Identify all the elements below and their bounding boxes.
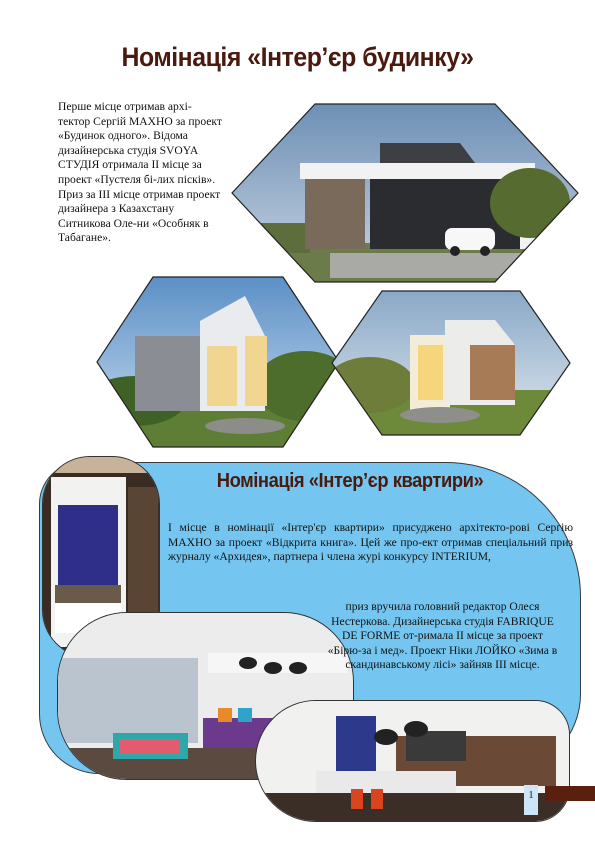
page-number: 1 [524, 785, 538, 815]
apartment-nomination-text-part2: приз вручила головний редактор Олеся Нестеркова. Дизайнерська студія FABRIQUE DE FORME от-римала II місце за проект «Бірю-за і мед». Проект Ніки ЛОЙКО «Зима в скандинавському лісі» зайняв III місце. [327, 600, 558, 672]
house-nomination-title: Номінація «Інтер’єр будинку» [121, 42, 474, 72]
apartment-nomination-title: Номінація «Інтер’єр квартири» [216, 470, 484, 492]
kitchen-photo [255, 700, 570, 822]
house-photo-hexagon-large [230, 103, 580, 283]
page-accent-bar [545, 786, 595, 801]
house-nomination-text: Перше місце отримав архі-тектор Сергій МАХНО за проект «Будинок одного». Відома дизайнерська студія SVOYA СТУДІЯ отримала II місце за проект «Пустеля бі-лих пісків». Приз за III місце отримав проект дизайнера з Казахстану Ситникова Оле-ни «Особняк в Табагане». [58, 100, 222, 245]
apartment-nomination-text-part1: І місце в номінації «Інтер'єр квартири» присуджено архітекто-рові Сергію МАХНО за проект «Відкрита книга». Цей же про-ект отримав спеціальний приз журналу «Архидея», партнера і члена журі конкурсу INTERIUM, [168, 521, 573, 564]
house-photo-hexagon-right [330, 290, 572, 436]
house-photo-hexagon-left [95, 276, 341, 448]
